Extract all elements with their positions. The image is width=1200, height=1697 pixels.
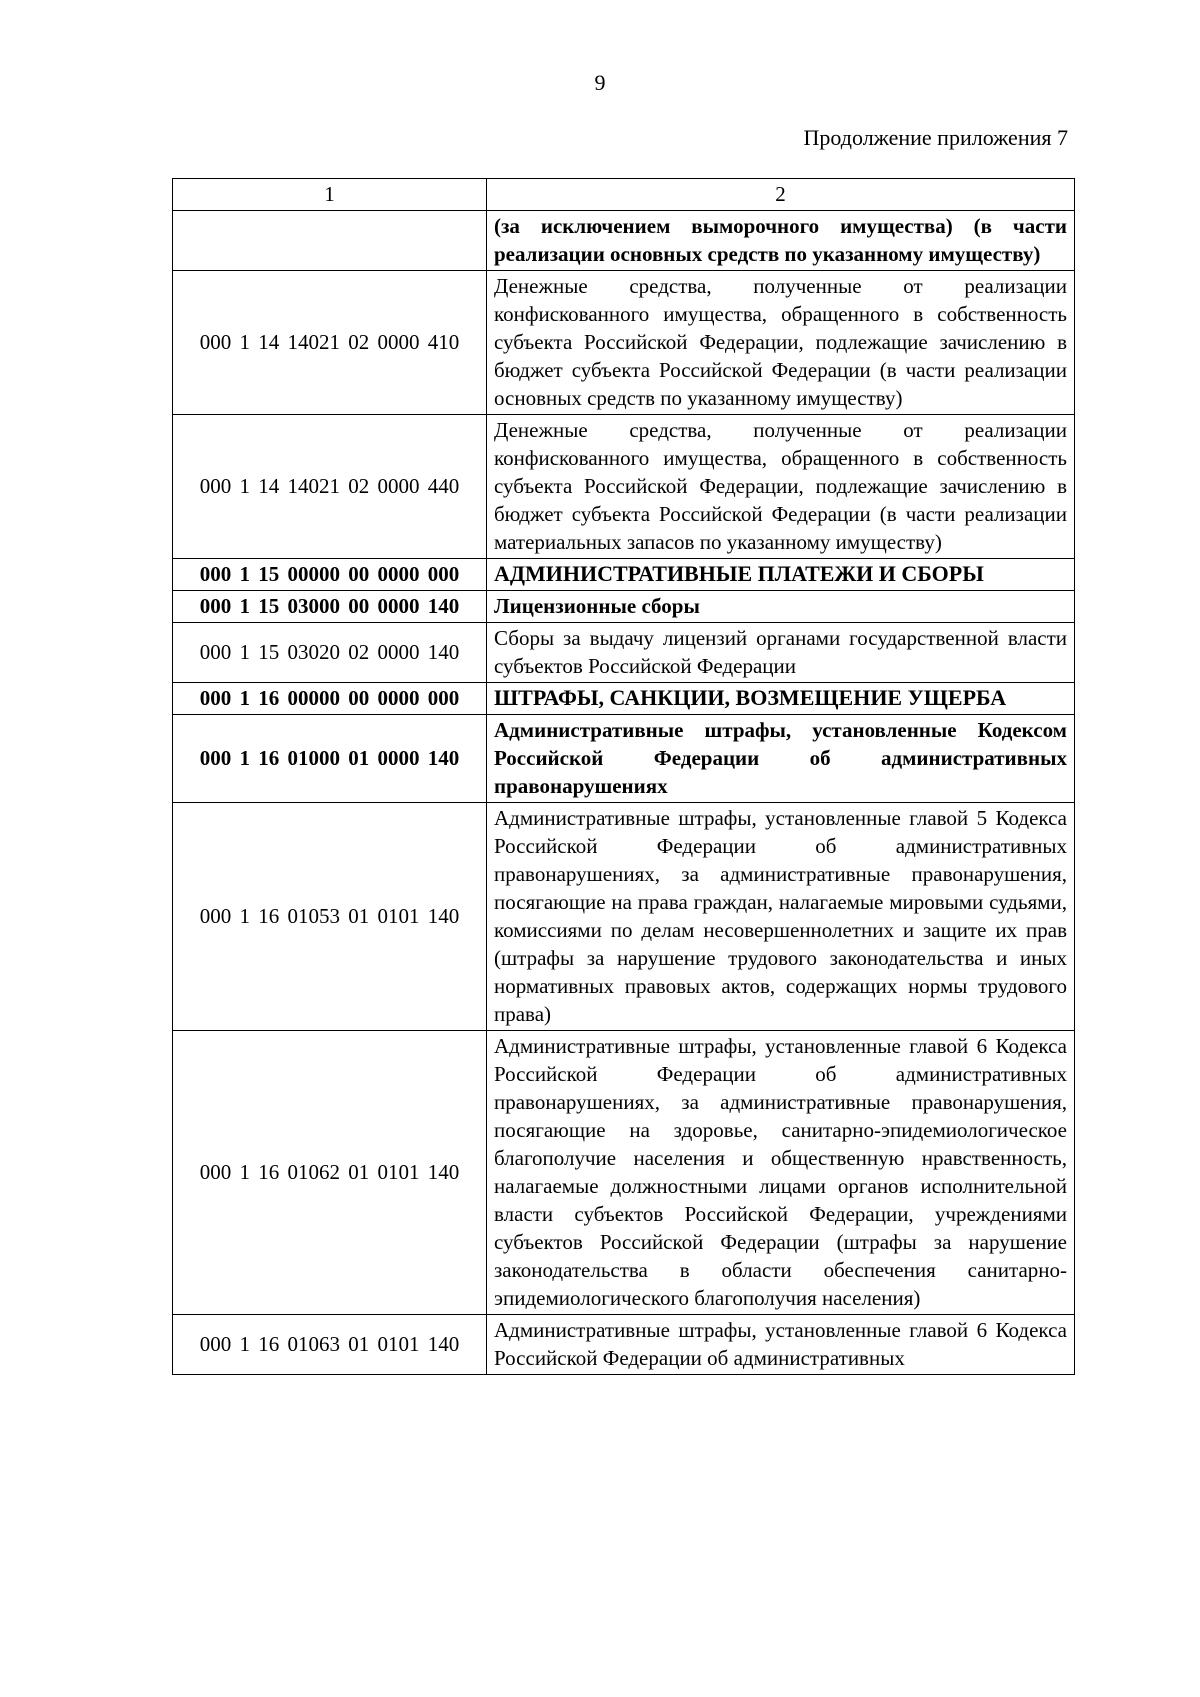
budget-code-cell: 000 1 16 01053 01 0101 140 bbox=[173, 803, 487, 1031]
revenue-description-cell: Лицензионные сборы bbox=[487, 591, 1075, 623]
budget-code-cell: 000 1 15 03000 00 0000 140 bbox=[173, 591, 487, 623]
budget-code-cell: 000 1 14 14021 02 0000 410 bbox=[173, 271, 487, 415]
budget-code-cell: 000 1 15 00000 00 0000 000 bbox=[173, 559, 487, 591]
table-header-row bbox=[173, 179, 1075, 211]
revenue-description-cell: Денежные средства, полученные от реализации конфискованного имущества, обращенного в собственность субъекта Российской Федерации, подлежащие зачислению в бюджет субъекта Российской Федерации (в части реализации основных средств по указанному имуществу) bbox=[487, 271, 1075, 415]
revenue-description-cell: ШТРАФЫ, САНКЦИИ, ВОЗМЕЩЕНИЕ УЩЕРБА bbox=[487, 683, 1075, 715]
revenue-description-cell: Административные штрафы, установленные главой 5 Кодекса Российской Федерации об административных правонарушениях, за административные правонарушения, посягающие на права граждан, налагаемые мировыми судьями, комиссиями по делам несовершеннолетних и защите их прав (штрафы за нарушение трудового законодательства и иных нормативных правовых актов, содержащих нормы трудового права) bbox=[487, 803, 1075, 1031]
table-row bbox=[173, 683, 1075, 715]
table-row bbox=[173, 715, 1075, 803]
revenue-description-cell: Административные штрафы, установленные Кодексом Российской Федерации об административных правонарушениях bbox=[487, 715, 1075, 803]
revenue-description-cell: Административные штрафы, установленные главой 6 Кодекса Российской Федерации об административных bbox=[487, 1315, 1075, 1375]
budget-code-cell: 000 1 16 00000 00 0000 000 bbox=[173, 683, 487, 715]
table-row bbox=[173, 591, 1075, 623]
revenue-description-cell: Денежные средства, полученные от реализации конфискованного имущества, обращенного в собственность субъекта Российской Федерации, подлежащие зачислению в бюджет субъекта Российской Федерации (в части реализации материальных запасов по указанному имуществу) bbox=[487, 415, 1075, 559]
page-number: 9 bbox=[594, 70, 606, 95]
table-row bbox=[173, 1031, 1075, 1315]
table-row bbox=[173, 803, 1075, 1031]
budget-code-cell: 000 1 15 03020 02 0000 140 bbox=[173, 623, 487, 683]
revenue-codes-table bbox=[172, 178, 1075, 1375]
revenue-description-cell: АДМИНИСТРАТИВНЫЕ ПЛАТЕЖИ И СБОРЫ bbox=[487, 559, 1075, 591]
continuation-label: Продолжение приложения 7 bbox=[803, 125, 1068, 150]
revenue-description-cell: Сборы за выдачу лицензий органами государственной власти субъектов Российской Федерации bbox=[487, 623, 1075, 683]
budget-code-cell: 000 1 16 01062 01 0101 140 bbox=[173, 1031, 487, 1315]
revenue-description-cell: (за исключением выморочного имущества) (в части реализации основных средств по указанному имуществу) bbox=[487, 211, 1075, 271]
revenue-description-cell: Административные штрафы, установленные главой 6 Кодекса Российской Федерации об административных правонарушениях, за административные правонарушения, посягающие на здоровье, санитарно-эпидемиологическое благополучие населения и общественную нравственность, налагаемые должностными лицами органов исполнительной власти субъектов Российской Федерации, учреждениями субъектов Российской Федерации (штрафы за нарушение законодательства в области обеспечения санитарно-эпидемиологического благополучия населения) bbox=[487, 1031, 1075, 1315]
column-header-2: 2 bbox=[487, 179, 1075, 211]
budget-code-cell: 000 1 14 14021 02 0000 440 bbox=[173, 415, 487, 559]
table-row bbox=[173, 559, 1075, 591]
column-header-1: 1 bbox=[173, 179, 487, 211]
budget-code-cell bbox=[173, 211, 487, 271]
table-row bbox=[173, 211, 1075, 271]
budget-code-cell: 000 1 16 01000 01 0000 140 bbox=[173, 715, 487, 803]
table-row bbox=[173, 623, 1075, 683]
table-row bbox=[173, 415, 1075, 559]
table-row bbox=[173, 1315, 1075, 1375]
budget-code-cell: 000 1 16 01063 01 0101 140 bbox=[173, 1315, 487, 1375]
table-row bbox=[173, 271, 1075, 415]
